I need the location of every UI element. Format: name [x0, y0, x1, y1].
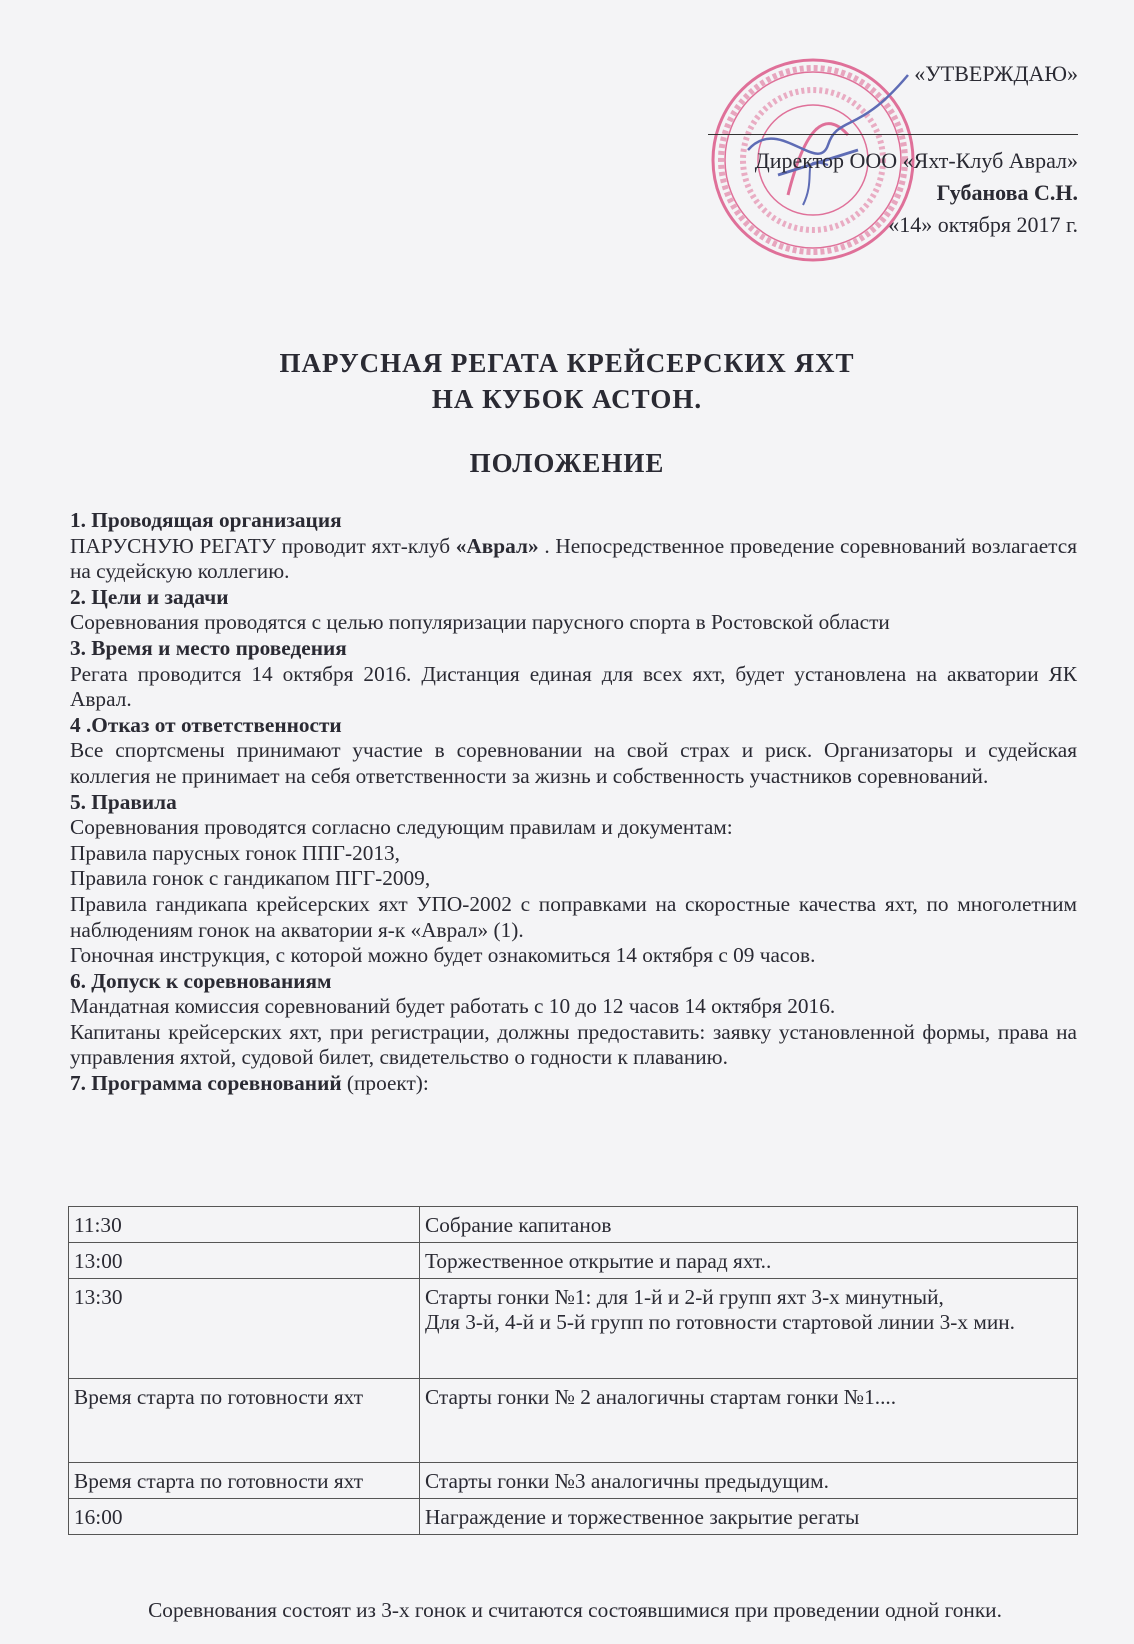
- program-event: Собрание капитанов: [420, 1207, 1078, 1243]
- program-time: Время старта по готовности яхт: [69, 1463, 420, 1499]
- program-time: 16:00: [69, 1499, 420, 1535]
- document-body: [70, 508, 1077, 1097]
- section-7-note: (проект):: [341, 1071, 429, 1096]
- section-1-text-a: ПАРУСНУЮ РЕГАТУ проводит яхт-клуб: [70, 533, 456, 558]
- section-5-line: Правила гонок с гандикапом ПГГ-2009,: [70, 866, 431, 891]
- title-line-1: ПАРУСНАЯ РЕГАТА КРЕЙСЕРСКИХ ЯХТ: [279, 348, 855, 378]
- footer-note: Соревнования состоят из 3-х гонок и считаются состоявшимися при проведении одной гонки.: [148, 1598, 1002, 1622]
- program-time: 13:30: [69, 1279, 420, 1379]
- table-row: [69, 1379, 1078, 1463]
- section-4-heading: 4 .Отказ от ответственности: [70, 712, 342, 737]
- program-event: Старты гонки № 2 аналогичны стартам гонки №1....: [420, 1379, 1078, 1463]
- program-event: [420, 1279, 1078, 1379]
- program-event: Старты гонки №3 аналогичны предыдущим.: [420, 1463, 1078, 1499]
- program-time: 11:30: [69, 1207, 420, 1243]
- approval-date: «14» октября 2017 г.: [888, 212, 1078, 237]
- approval-name: Губанова С.Н.: [936, 180, 1078, 205]
- section-5-heading: 5. Правила: [70, 789, 177, 814]
- document-title: [0, 345, 1134, 417]
- program-event-line-1: Старты гонки №1: для 1-й и 2-й групп яхт 3-х минутный,: [425, 1285, 944, 1309]
- program-event: Торжественное открытие и парад яхт..: [420, 1243, 1078, 1279]
- section-2-heading: 2. Цели и задачи: [70, 584, 229, 609]
- signature-line: [708, 90, 1078, 135]
- table-row: [69, 1499, 1078, 1535]
- approval-position: Директор ООО «Яхт-Клуб Аврал»: [754, 148, 1078, 173]
- section-5-line: Гоночная инструкция, с которой можно будет ознакомиться 14 октября с 09 часов.: [70, 943, 816, 968]
- table-row: [69, 1463, 1078, 1499]
- section-2-text: Соревнования проводятся с целью популяризации парусного спорта в Ростовской области: [70, 610, 890, 635]
- section-1-text: [70, 534, 1077, 585]
- section-1-club-name: «Аврал»: [455, 533, 539, 558]
- section-7-heading: 7. Программа соревнований: [70, 1071, 342, 1096]
- title-line-2: НА КУБОК АСТОН.: [431, 384, 703, 414]
- section-5-line: Соревнования проводятся согласно следующим правилам и документам:: [70, 815, 733, 840]
- section-1-text-c: . Непосредственное проведение соревнований возлагается на судейскую коллегию.: [70, 533, 1077, 584]
- section-3-heading: 3. Время и место проведения: [70, 635, 347, 660]
- section-3-text: Регата проводится 14 октября 2016. Дистанция единая для всех яхт, будет установлена на акватории ЯК Аврал.: [70, 661, 1077, 712]
- table-row: [69, 1243, 1078, 1279]
- table-row: [69, 1279, 1078, 1379]
- section-6-heading: 6. Допуск к соревнованиям: [70, 968, 332, 993]
- approval-heading: «УТВЕРЖДАЮ»: [914, 61, 1078, 86]
- table-row: [69, 1207, 1078, 1243]
- program-event: Награждение и торжественное закрытие регаты: [420, 1499, 1078, 1535]
- program-event-line-2: Для 3-й, 4-й и 5-й групп по готовности стартовой линии 3-х мин.: [425, 1310, 1015, 1334]
- section-6-line-2: Капитаны крейсерских яхт, при регистрации, должны предоставить: заявку установленной формы, права на управления яхтой, судовой билет, свидетельство о годности к плаванию.: [70, 1019, 1077, 1070]
- section-5-line: Правила гандикапа крейсерских яхт УПО-2002 с поправками на скоростные качества яхт, по многолетним наблюдениям гонок на акватории я-к «Аврал» (1).: [70, 891, 1077, 942]
- section-4-text: Все спортсмены принимают участие в соревновании на свой страх и риск. Организаторы и судейская коллегия не принимает на себя ответственности за жизнь и собственность участников соревнований.: [70, 738, 1077, 788]
- section-6-line-1: Мандатная комиссия соревнований будет работать с 10 до 12 часов 14 октября 2016.: [70, 994, 836, 1019]
- document-subtitle: ПОЛОЖЕНИЕ: [469, 448, 665, 478]
- section-1-heading: 1. Проводящая организация: [70, 508, 342, 532]
- program-table: [68, 1206, 1078, 1535]
- approval-block: [658, 58, 1078, 241]
- program-time: Время старта по готовности яхт: [69, 1379, 420, 1463]
- section-5-line: Правила парусных гонок ППГ-2013,: [70, 840, 400, 865]
- program-time: 13:00: [69, 1243, 420, 1279]
- section-7-heading-row: [70, 1071, 1077, 1097]
